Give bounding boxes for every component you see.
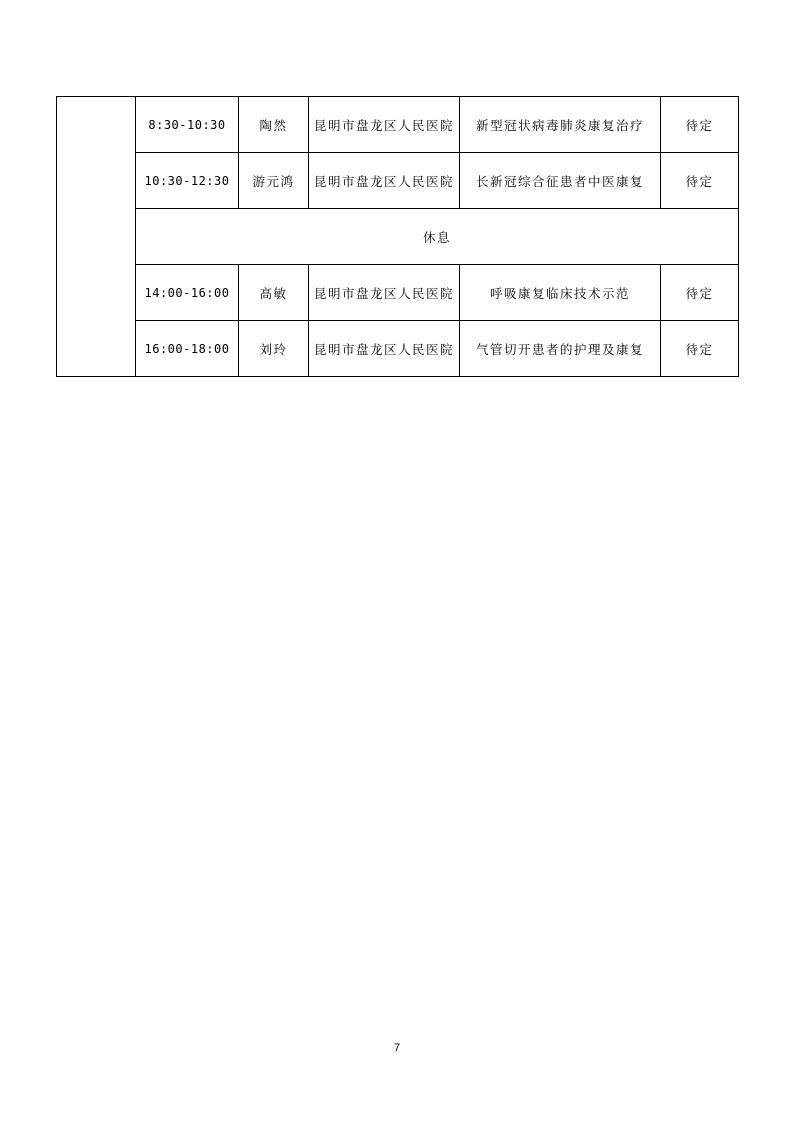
table-row	[57, 97, 739, 153]
hospital-cell: 昆明市盘龙区人民医院	[309, 265, 460, 321]
topic-cell: 呼吸康复临床技术示范	[460, 265, 661, 321]
time-cell: 14:00-16:00	[136, 265, 239, 321]
status-cell: 待定	[661, 265, 739, 321]
page-number: 7	[393, 1042, 401, 1054]
table-row	[57, 321, 739, 377]
topic-cell: 新型冠状病毒肺炎康复治疗	[460, 97, 661, 153]
time-cell: 8:30-10:30	[136, 97, 239, 153]
speaker-cell: 游元鸿	[239, 153, 309, 209]
table-row	[57, 153, 739, 209]
status-cell: 待定	[661, 321, 739, 377]
table-row	[57, 265, 739, 321]
date-cell-empty	[57, 97, 136, 377]
hospital-cell: 昆明市盘龙区人民医院	[309, 321, 460, 377]
hospital-cell: 昆明市盘龙区人民医院	[309, 97, 460, 153]
status-cell: 待定	[661, 153, 739, 209]
speaker-cell: 刘玲	[239, 321, 309, 377]
time-cell: 16:00-18:00	[136, 321, 239, 377]
break-row	[57, 209, 739, 265]
time-cell: 10:30-12:30	[136, 153, 239, 209]
topic-cell: 气管切开患者的护理及康复	[460, 321, 661, 377]
break-cell: 休息	[136, 209, 739, 265]
hospital-cell: 昆明市盘龙区人民医院	[309, 153, 460, 209]
speaker-cell: 高敏	[239, 265, 309, 321]
status-cell: 待定	[661, 97, 739, 153]
schedule-table	[56, 96, 739, 377]
speaker-cell: 陶然	[239, 97, 309, 153]
topic-cell: 长新冠综合征患者中医康复	[460, 153, 661, 209]
